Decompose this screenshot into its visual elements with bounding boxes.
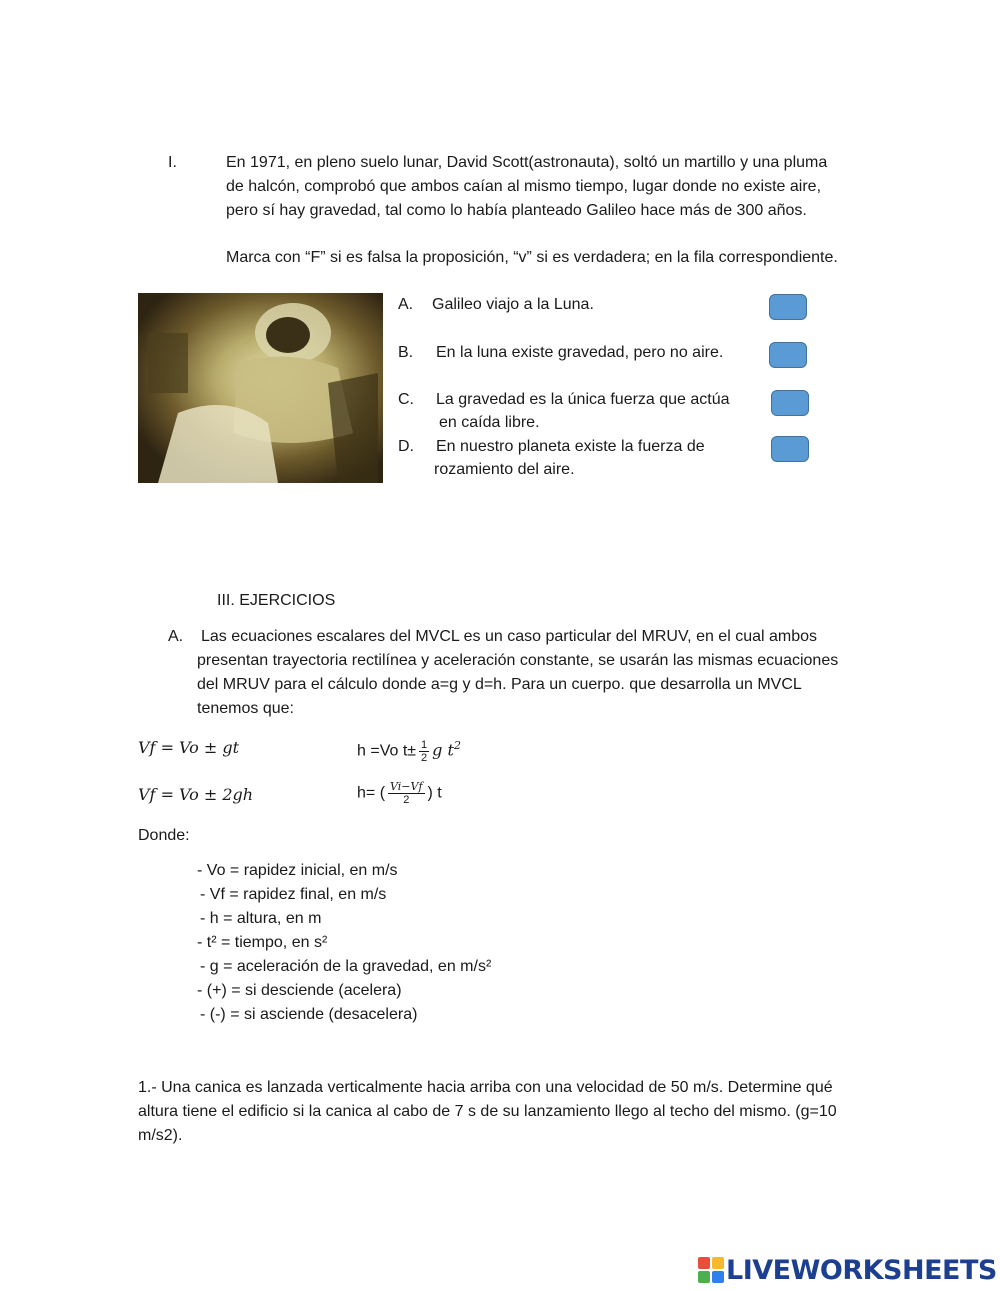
answer-box-b[interactable] <box>769 342 807 368</box>
problem-line-1: 1.- Una canica es lanzada verticalmente hacia arriba con una velocidad de 50 m/s. Determine qué <box>138 1079 833 1096</box>
item-d-letter: D. <box>398 438 414 455</box>
definition-minus: - (-) = si asciende (desacelera) <box>200 1006 418 1023</box>
formula-velocity-height: Vf = Vo ± 2gh <box>138 785 254 804</box>
item-d-text-1: En nuestro planeta existe la fuerza de <box>436 438 705 455</box>
paragraph-line-4: tenemos que: <box>197 700 294 717</box>
liveworksheets-logo-icon <box>698 1257 724 1283</box>
intro-line-3: pero sí hay gravedad, tal como lo había planteado Galileo hace más de 300 años. <box>226 202 807 219</box>
item-a-text: Galileo viajo a la Luna. <box>432 296 594 313</box>
item-d-text-2: rozamiento del aire. <box>434 461 575 478</box>
item-b-text: En la luna existe gravedad, pero no aire. <box>436 344 724 361</box>
formula-final-velocity: Vf = Vo ± gt <box>138 738 240 757</box>
definition-plus: - (+) = si desciende (acelera) <box>197 982 402 999</box>
item-a-letter: A. <box>398 296 414 313</box>
section-heading: III. EJERCICIOS <box>217 592 336 609</box>
intro-line-2: de halcón, comprobó que ambos caían al mismo tiempo, lugar donde no existe aire, <box>226 178 822 195</box>
definition-vo: - Vo = rapidez inicial, en m/s <box>197 862 398 879</box>
astronaut-photo <box>138 293 383 483</box>
problem-line-3: m/s2). <box>138 1127 183 1144</box>
intro-line-1: En 1971, en pleno suelo lunar, David Scott(astronauta), soltó un martillo y una pluma <box>226 154 828 171</box>
paragraph-line-2: presentan trayectoria rectilínea y aceleración constante, se usarán las mismas ecuaciones <box>197 652 839 669</box>
paragraph-letter: A. <box>168 628 184 645</box>
item-c-letter: C. <box>398 391 414 408</box>
answer-box-d[interactable] <box>771 436 809 462</box>
formula-height-2: h= ( $\frac{Vi-Vf}{2}$ ) t <box>357 780 442 806</box>
liveworksheets-logo <box>698 1255 997 1285</box>
item-c-text-1: La gravedad es la única fuerza que actúa <box>436 391 730 408</box>
definition-vf: - Vf = rapidez final, en m/s <box>200 886 387 903</box>
section-numeral: I. <box>168 154 177 171</box>
formula-height-1: h =Vo t± $\frac{1}{2}$ g $t^2$ <box>357 738 461 764</box>
definition-t: - t² = tiempo, en s² <box>197 934 328 951</box>
answer-box-a[interactable] <box>769 294 807 320</box>
donde-label: Donde: <box>138 827 190 844</box>
paragraph-line-1: Las ecuaciones escalares del MVCL es un caso particular del MRUV, en el cual ambos <box>201 628 818 645</box>
problem-line-2: altura tiene el edificio si la canica al cabo de 7 s de su lanzamiento llego al techo del mismo. (g=10 <box>138 1103 837 1120</box>
liveworksheets-logo-text: LIVEWORKSHEETS <box>726 1254 997 1286</box>
item-c-text-2: en caída libre. <box>439 414 540 431</box>
instruction-text: Marca con “F” si es falsa la proposición, “v” si es verdadera; en la fila correspondiente. <box>226 249 838 266</box>
item-b-letter: B. <box>398 344 414 361</box>
answer-box-c[interactable] <box>771 390 809 416</box>
paragraph-line-3: del MRUV para el cálculo donde a=g y d=h. Para un cuerpo. que desarrolla un MVCL <box>197 676 802 693</box>
definition-h: - h = altura, en m <box>200 910 322 927</box>
definition-g: - g = aceleración de la gravedad, en m/s² <box>200 958 492 975</box>
